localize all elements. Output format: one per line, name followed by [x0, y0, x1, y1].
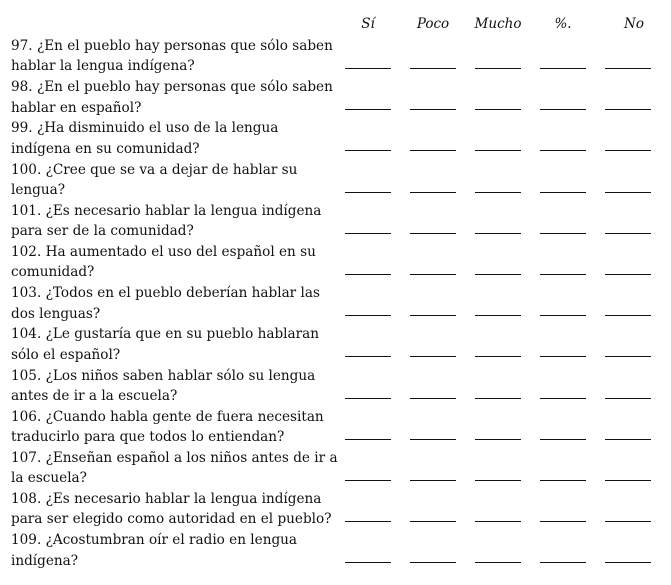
answer-blank-no[interactable]: [605, 274, 651, 275]
question-text: [11, 77, 333, 118]
answer-blank-no[interactable]: [605, 68, 651, 69]
question-line: indígena en su comunidad?: [11, 140, 200, 157]
answer-blank-mucho[interactable]: [475, 233, 521, 234]
answer-blank-mucho[interactable]: [475, 398, 521, 399]
question-line: 109. ¿Acostumbran oír el radio en lengua: [11, 532, 298, 549]
question-row: [0, 489, 671, 530]
answer-blank-percent[interactable]: [540, 439, 586, 440]
answer-blank-mucho[interactable]: [475, 109, 521, 110]
question-row: [0, 530, 671, 571]
question-text: [11, 283, 333, 324]
question-line: la escuela?: [11, 470, 87, 487]
answer-blank-no[interactable]: [605, 562, 651, 563]
answer-blank-percent[interactable]: [540, 274, 586, 275]
question-text: [11, 324, 333, 365]
answer-blank-si[interactable]: [345, 274, 391, 275]
answer-blank-si[interactable]: [345, 439, 391, 440]
question-line: 101. ¿Es necesario hablar la lengua indígena: [11, 202, 322, 219]
answer-blank-poco[interactable]: [410, 274, 456, 275]
question-line: 103. ¿Todos en el pueblo deberían hablar las: [11, 285, 320, 302]
question-row: [0, 283, 671, 324]
question-line: 107. ¿Enseñan español a los niños antes de ir a: [11, 449, 338, 466]
answer-column-headers: [0, 14, 671, 34]
answer-blank-poco[interactable]: [410, 398, 456, 399]
answer-blank-si[interactable]: [345, 192, 391, 193]
column-header-no: No: [624, 16, 644, 32]
question-line: 102. Ha aumentado el uso del español en su: [11, 243, 316, 260]
answer-blank-mucho[interactable]: [475, 315, 521, 316]
answer-blank-si[interactable]: [345, 562, 391, 563]
question-row: [0, 36, 671, 77]
question-row: [0, 407, 671, 448]
question-row: [0, 118, 671, 159]
answer-blank-no[interactable]: [605, 398, 651, 399]
answer-blank-mucho[interactable]: [475, 192, 521, 193]
question-row: [0, 77, 671, 118]
answer-blank-si[interactable]: [345, 315, 391, 316]
question-row: [0, 366, 671, 407]
answer-blank-no[interactable]: [605, 109, 651, 110]
answer-blank-poco[interactable]: [410, 480, 456, 481]
answer-blank-no[interactable]: [605, 521, 651, 522]
answer-blank-si[interactable]: [345, 398, 391, 399]
question-line: 100. ¿Cree que se va a dejar de hablar su: [11, 161, 298, 178]
answer-blank-si[interactable]: [345, 521, 391, 522]
question-row: [0, 324, 671, 365]
question-text: [11, 242, 333, 283]
question-row: [0, 448, 671, 489]
answer-blank-mucho[interactable]: [475, 439, 521, 440]
answer-blank-poco[interactable]: [410, 315, 456, 316]
answer-blank-poco[interactable]: [410, 562, 456, 563]
question-row: [0, 201, 671, 242]
answer-blank-percent[interactable]: [540, 521, 586, 522]
answer-blank-si[interactable]: [345, 356, 391, 357]
answer-blank-poco[interactable]: [410, 521, 456, 522]
answer-blank-percent[interactable]: [540, 109, 586, 110]
question-line: dos lenguas?: [11, 305, 101, 322]
answer-blank-no[interactable]: [605, 150, 651, 151]
question-line: hablar en español?: [11, 99, 142, 116]
question-line: para ser elegido como autoridad en el pueblo?: [11, 511, 332, 528]
question-line: antes de ir a la escuela?: [11, 387, 178, 404]
answer-blank-no[interactable]: [605, 480, 651, 481]
answer-blank-no[interactable]: [605, 233, 651, 234]
question-text: [11, 407, 333, 448]
answer-blank-percent[interactable]: [540, 562, 586, 563]
question-line: para ser de la comunidad?: [11, 223, 194, 240]
question-text: [11, 160, 333, 201]
answer-blank-si[interactable]: [345, 68, 391, 69]
answer-blank-no[interactable]: [605, 356, 651, 357]
answer-blank-mucho[interactable]: [475, 274, 521, 275]
column-header-si: Sí: [361, 16, 375, 32]
answer-blank-poco[interactable]: [410, 68, 456, 69]
question-row: [0, 242, 671, 283]
answer-blank-poco[interactable]: [410, 439, 456, 440]
question-line: hablar la lengua indígena?: [11, 58, 195, 75]
answer-blank-si[interactable]: [345, 480, 391, 481]
question-line: comunidad?: [11, 264, 95, 281]
answer-blank-no[interactable]: [605, 192, 651, 193]
answer-blank-poco[interactable]: [410, 356, 456, 357]
answer-blank-poco[interactable]: [410, 233, 456, 234]
question-line: 98. ¿En el pueblo hay personas que sólo saben: [11, 79, 333, 96]
answer-blank-mucho[interactable]: [475, 356, 521, 357]
question-line: 104. ¿Le gustaría que en su pueblo hablaran: [11, 326, 319, 343]
question-text: [11, 489, 333, 530]
answer-blank-percent[interactable]: [540, 192, 586, 193]
answer-blank-si[interactable]: [345, 109, 391, 110]
answer-blank-no[interactable]: [605, 315, 651, 316]
question-line: 106. ¿Cuando habla gente de fuera necesitan: [11, 408, 324, 425]
column-header-mucho: Mucho: [474, 16, 522, 32]
question-text: [11, 366, 333, 407]
answer-blank-mucho[interactable]: [475, 68, 521, 69]
answer-blank-percent[interactable]: [540, 480, 586, 481]
answer-blank-mucho[interactable]: [475, 562, 521, 563]
question-line: 105. ¿Los niños saben hablar sólo su lengua: [11, 367, 316, 384]
answer-blank-no[interactable]: [605, 439, 651, 440]
question-text: [11, 36, 333, 77]
answer-blank-mucho[interactable]: [475, 150, 521, 151]
question-line: traducirlo para que todos lo entiendan?: [11, 429, 285, 446]
answer-blank-mucho[interactable]: [475, 521, 521, 522]
column-header-percent: %.: [554, 16, 572, 32]
answer-blank-si[interactable]: [345, 150, 391, 151]
question-line: 108. ¿Es necesario hablar la lengua indígena: [11, 491, 322, 508]
answer-blank-mucho[interactable]: [475, 480, 521, 481]
answer-blank-percent[interactable]: [540, 233, 586, 234]
answer-blank-percent[interactable]: [540, 398, 586, 399]
question-text: [11, 448, 338, 489]
question-line: lengua?: [11, 181, 65, 198]
answer-blank-poco[interactable]: [410, 150, 456, 151]
question-line: indígena?: [11, 552, 79, 569]
answer-blank-poco[interactable]: [410, 192, 456, 193]
question-row: [0, 160, 671, 201]
answer-blank-si[interactable]: [345, 233, 391, 234]
answer-blank-percent[interactable]: [540, 150, 586, 151]
questionnaire-list: [0, 36, 671, 571]
question-line: sólo el español?: [11, 346, 121, 363]
question-text: [11, 201, 333, 242]
column-header-poco: Poco: [416, 16, 450, 32]
question-text: [11, 118, 333, 159]
answer-blank-percent[interactable]: [540, 315, 586, 316]
answer-blank-poco[interactable]: [410, 109, 456, 110]
question-line: 99. ¿Ha disminuido el uso de la lengua: [11, 120, 279, 137]
answer-blank-percent[interactable]: [540, 356, 586, 357]
question-text: [11, 530, 333, 571]
question-line: 97. ¿En el pueblo hay personas que sólo saben: [11, 38, 333, 54]
answer-blank-percent[interactable]: [540, 68, 586, 69]
